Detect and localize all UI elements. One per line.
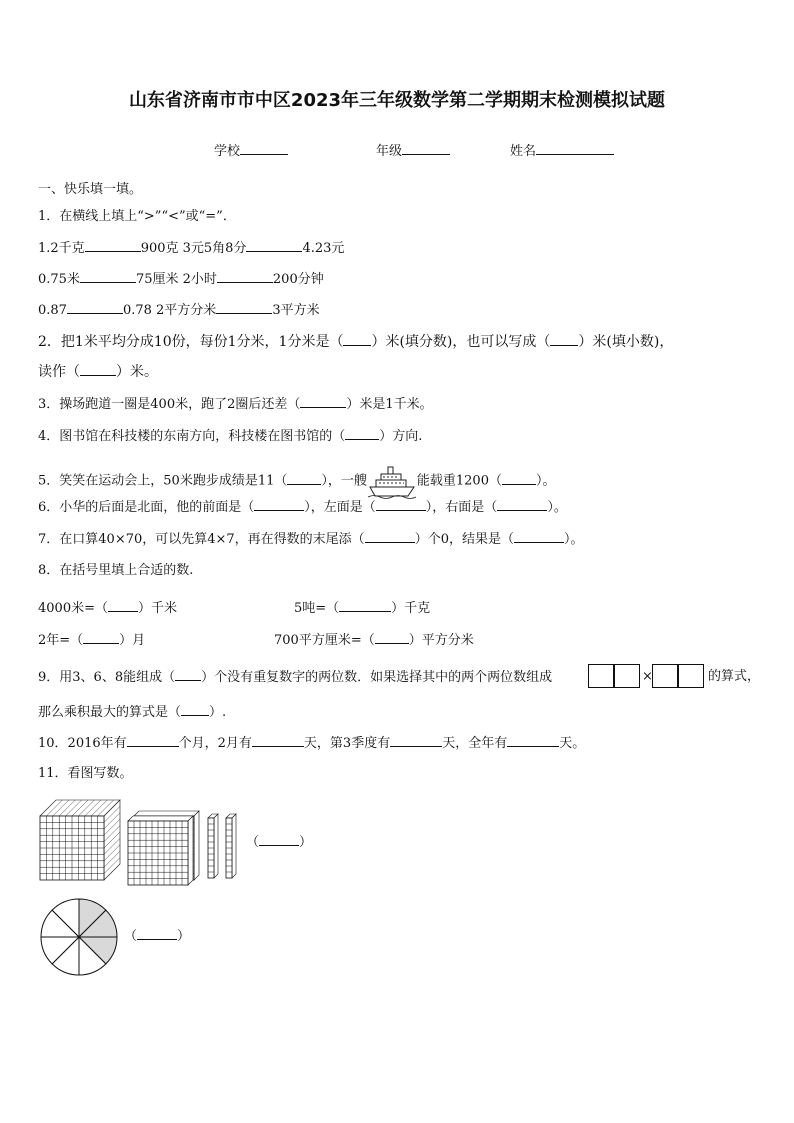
q6 (38, 498, 567, 517)
q8-blank[interactable] (83, 631, 119, 644)
q2-c: ）米(填小数)， (578, 334, 674, 350)
q10-d: 天，全年有 (442, 736, 508, 751)
q10-c: 天，第3季度有 (303, 736, 391, 751)
q9-b: ）个没有重复数字的两位数．如果选择其中的两个两位数组成 (201, 670, 553, 685)
q9-d: 那么乘积最大的算式是（ (38, 705, 182, 720)
q8-a2: ）千米 (137, 601, 177, 616)
q8-d (274, 631, 474, 650)
section-heading: 一、快乐填一填。 (38, 182, 143, 197)
q10 (38, 734, 585, 753)
q4-a: 4．图书馆在科技楼的东南方向，科技楼在图书馆的（ (38, 429, 346, 444)
q9-line1a (38, 668, 552, 687)
school-label: 学校 (214, 144, 241, 159)
q3 (38, 395, 433, 414)
q10-e: 天。 (559, 736, 586, 751)
q11-close-2: ） (177, 929, 191, 944)
q2-blank[interactable] (80, 363, 116, 376)
q8-c1: 2年=（ (38, 633, 84, 648)
q6-a: 6．小华的后面是北面，他的前面是（ (38, 500, 255, 515)
q8-a (38, 599, 177, 618)
school-blank[interactable] (240, 142, 288, 155)
name-blank[interactable] (536, 142, 614, 155)
q5 (38, 463, 555, 499)
q6-blank[interactable] (254, 498, 304, 511)
q1-r1-b: 900克 3元5角8分 (140, 241, 247, 256)
q8-blank[interactable] (108, 599, 138, 612)
q1-blank[interactable] (85, 239, 141, 252)
q3-blank[interactable] (300, 395, 346, 408)
q1-r2-b: 75厘米 2小时 (135, 272, 217, 287)
q10-blank[interactable] (390, 734, 442, 747)
q1-r3-a: 0.87 (38, 303, 67, 318)
grade-blank[interactable] (402, 142, 450, 155)
q2-d: 读作（ (38, 364, 80, 380)
name-label: 姓名 (510, 144, 537, 159)
digit-box[interactable] (588, 664, 614, 688)
q7-blank[interactable] (365, 530, 415, 543)
q2-a: 2．把1米平均分成10份，每份1分米，1分米是（ (38, 334, 344, 350)
ten-rod (208, 814, 218, 878)
q4-blank[interactable] (345, 427, 379, 440)
q8-b2: ）千克 (391, 601, 431, 616)
q8-d1: 700平方厘米=（ (274, 633, 375, 648)
digit-box[interactable] (678, 664, 704, 688)
digit-box[interactable] (614, 664, 640, 688)
q7-blank[interactable] (514, 530, 564, 543)
q11-open-1: （ (246, 835, 260, 850)
q2-line1 (38, 333, 673, 351)
q5-blank[interactable] (502, 472, 536, 485)
q7 (38, 530, 583, 549)
q8-b1: 5吨=（ (294, 601, 340, 616)
q10-a: 10．2016年有 (38, 736, 127, 751)
q2-line2 (38, 363, 158, 381)
q8-stem: 8．在括号里填上合适的数. (38, 563, 194, 578)
q8-b (294, 599, 430, 618)
q8-d2: ）平方分米 (408, 633, 474, 648)
q11-answer-1 (246, 833, 312, 852)
name-field (510, 142, 614, 161)
q1-r1-c: 4.23元 (302, 241, 345, 256)
q3-b: ）米是1千米。 (346, 397, 433, 412)
school-field (214, 142, 288, 161)
q1-blank[interactable] (217, 270, 273, 283)
q10-blank[interactable] (127, 734, 179, 747)
q2-e: ）米。 (116, 364, 158, 380)
q7-c: ）。 (563, 532, 584, 547)
fraction-circle (38, 896, 120, 978)
q2-blank[interactable] (550, 333, 578, 346)
q5-c: 能载重1200（ (416, 473, 502, 489)
base-ten-blocks (38, 798, 248, 886)
q11-open-2: （ (124, 929, 138, 944)
q9-blank[interactable] (175, 668, 201, 681)
q1-stem: 1．在横线上填上“>”“<”或“=”． (38, 209, 236, 224)
q1-row1 (38, 239, 344, 258)
q1-row3 (38, 301, 320, 320)
q10-b: 个月，2月有 (178, 736, 252, 751)
grade-label: 年级 (376, 144, 403, 159)
q6-b: ），左面是（ (304, 500, 376, 515)
q3-a: 3．操场跑道一圈是400米，跑了2圈后还差（ (38, 397, 301, 412)
q11-blank[interactable] (137, 927, 177, 940)
q1-r3-b: 0.78 2平方分米 (122, 303, 217, 318)
times-sign: × (642, 669, 653, 684)
q6-c: ），右面是（ (425, 500, 498, 515)
q2-blank[interactable] (343, 333, 371, 346)
q11-answer-2 (124, 927, 190, 946)
q8-blank[interactable] (339, 599, 391, 612)
q1-r2-c: 200分钟 (272, 272, 324, 287)
q11-close-1: ） (299, 835, 313, 850)
q8-c (38, 631, 145, 650)
q9-a: 9．用3、6、8能组成（ (38, 670, 176, 685)
q9-c: 的算式， (708, 669, 761, 684)
thousand-cube (40, 800, 120, 880)
q5-blank[interactable] (287, 472, 321, 485)
hundred-flat (128, 816, 193, 885)
q7-a: 7．在口算40×70，可以先算4×7，再在得数的末尾添（ (38, 532, 365, 547)
q9-e: ）. (209, 705, 227, 720)
q1-blank[interactable] (216, 301, 272, 314)
q8-blank[interactable] (375, 631, 409, 644)
q7-b: ）个0，结果是（ (414, 532, 514, 547)
grade-field (376, 142, 450, 161)
q10-blank[interactable] (252, 734, 304, 747)
q9-line2 (38, 703, 226, 722)
q6-blank[interactable] (497, 498, 547, 511)
q8-a1: 4000米=（ (38, 601, 108, 616)
q4 (38, 427, 422, 446)
q1-blank[interactable] (67, 301, 123, 314)
q6-blank[interactable] (376, 498, 426, 511)
q5-b: ），一艘 (321, 473, 367, 489)
q1-r1-a: 1.2千克 (38, 241, 85, 256)
ship-icon (368, 463, 416, 499)
q9-blank[interactable] (181, 703, 209, 716)
q1-blank[interactable] (246, 239, 302, 252)
q1-r2-a: 0.75米 (38, 272, 80, 287)
q11-stem: 11．看图写数。 (38, 766, 133, 781)
q5-d: ）。 (535, 473, 556, 489)
q1-r3-c: 3平方米 (272, 303, 320, 318)
q10-blank[interactable] (507, 734, 559, 747)
q11-blank[interactable] (259, 833, 299, 846)
q2-b: ）米(填分数)，也可以写成（ (371, 334, 551, 350)
q4-b: ）方向. (379, 429, 423, 444)
q5-a: 5．笑笑在运动会上，50米跑步成绩是11（ (38, 473, 288, 489)
ten-rod (226, 814, 236, 878)
q1-row2 (38, 270, 324, 289)
q8-c2: ）月 (119, 633, 146, 648)
q6-d: ）。 (547, 500, 567, 515)
digit-box[interactable] (652, 664, 678, 688)
q1-blank[interactable] (80, 270, 136, 283)
page-title: 山东省济南市市中区2023年三年级数学第二学期期末检测模拟试题 (128, 90, 666, 111)
